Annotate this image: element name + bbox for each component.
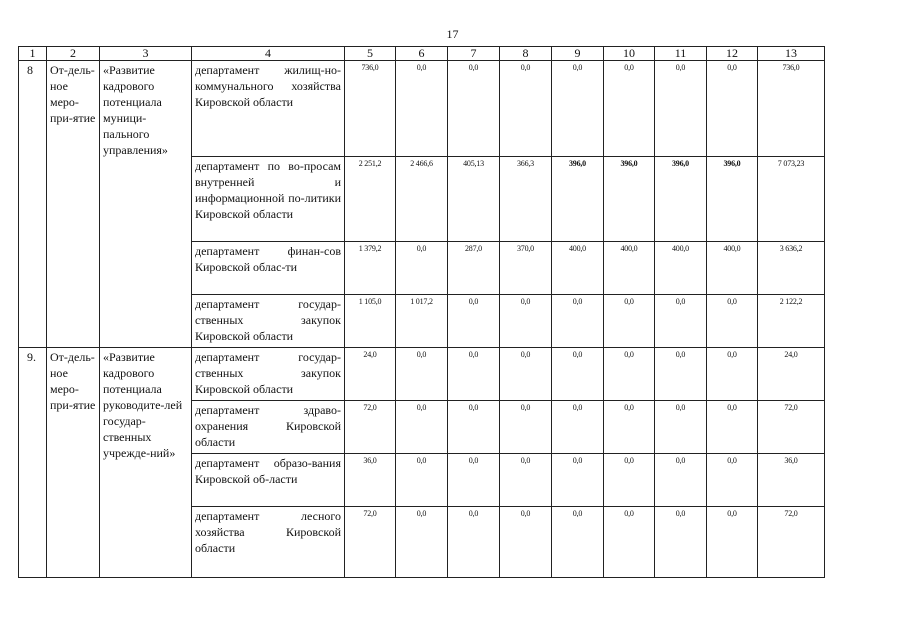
- amount-cell: 0,0: [604, 61, 655, 157]
- amount-cell: 0,0: [552, 348, 604, 401]
- column-number-9: 9: [552, 47, 604, 61]
- department-name: департамент здраво-охранения Кировской области: [192, 401, 345, 454]
- amount-cell: 0,0: [655, 401, 707, 454]
- amount-cell: 0,0: [500, 295, 552, 348]
- amount-cell: 0,0: [604, 507, 655, 578]
- amount-cell: 0,0: [604, 401, 655, 454]
- amount-cell: 2 466,6: [396, 157, 448, 242]
- column-number-2: 2: [47, 47, 100, 61]
- column-number-7: 7: [448, 47, 500, 61]
- amount-cell: 0,0: [448, 454, 500, 507]
- amount-cell: 0,0: [655, 61, 707, 157]
- department-name: департамент по во-просам внутренней и информационной по-литики Кировской области: [192, 157, 345, 242]
- department-name: департамент образо-вания Кировской об-ласти: [192, 454, 345, 507]
- amount-cell: 0,0: [500, 348, 552, 401]
- column-number-6: 6: [396, 47, 448, 61]
- amount-cell: 72,0: [758, 507, 825, 578]
- amount-cell: 0,0: [448, 295, 500, 348]
- amount-cell: 0,0: [500, 507, 552, 578]
- department-name: департамент лесного хозяйства Кировской области: [192, 507, 345, 578]
- amount-cell: 72,0: [345, 401, 396, 454]
- amount-cell: 1 105,0: [345, 295, 396, 348]
- column-number-3: 3: [100, 47, 192, 61]
- amount-cell: 0,0: [396, 401, 448, 454]
- amount-cell: 0,0: [552, 454, 604, 507]
- column-number-10: 10: [604, 47, 655, 61]
- department-name: департамент финан-сов Кировской облас-ти: [192, 242, 345, 295]
- amount-cell: 1 017,2: [396, 295, 448, 348]
- amount-cell: 0,0: [707, 401, 758, 454]
- amount-cell: 0,0: [448, 348, 500, 401]
- amount-cell: 7 073,23: [758, 157, 825, 242]
- amount-cell: 0,0: [500, 61, 552, 157]
- amount-cell: 2 122,2: [758, 295, 825, 348]
- column-number-12: 12: [707, 47, 758, 61]
- amount-cell: 0,0: [707, 61, 758, 157]
- amount-cell: 736,0: [345, 61, 396, 157]
- amount-cell: 0,0: [448, 61, 500, 157]
- column-number-5: 5: [345, 47, 396, 61]
- amount-cell: 0,0: [655, 295, 707, 348]
- amount-cell: 24,0: [758, 348, 825, 401]
- amount-cell: 3 636,2: [758, 242, 825, 295]
- amount-cell: 0,0: [655, 454, 707, 507]
- column-number-13: 13: [758, 47, 825, 61]
- column-number-8: 8: [500, 47, 552, 61]
- amount-cell: 405,13: [448, 157, 500, 242]
- amount-cell: 366,3: [500, 157, 552, 242]
- department-name: департамент жилищ-но-коммунального хозяйства Кировской области: [192, 61, 345, 157]
- amount-cell: 400,0: [707, 242, 758, 295]
- amount-cell: 36,0: [758, 454, 825, 507]
- amount-cell: 0,0: [448, 401, 500, 454]
- department-name: департамент государ-ственных закупок Кировской области: [192, 295, 345, 348]
- department-name: департамент государ-ственных закупок Кировской области: [192, 348, 345, 401]
- item-kind: От-дель-ное меро-при-ятие: [47, 61, 100, 348]
- amount-cell: 400,0: [604, 242, 655, 295]
- amount-cell: 400,0: [655, 242, 707, 295]
- amount-cell: 0,0: [396, 242, 448, 295]
- amount-cell: 0,0: [396, 454, 448, 507]
- amount-cell: 736,0: [758, 61, 825, 157]
- table-row: [19, 348, 825, 401]
- amount-cell: 0,0: [396, 61, 448, 157]
- column-number-11: 11: [655, 47, 707, 61]
- amount-cell: 0,0: [655, 507, 707, 578]
- program-name: «Развитие кадрового потенциала муници-пального управления»: [100, 61, 192, 348]
- amount-cell: 0,0: [552, 401, 604, 454]
- column-number-row: [19, 47, 825, 61]
- table-row: [19, 61, 825, 157]
- page-number: 17: [446, 27, 459, 41]
- amount-cell: 0,0: [552, 295, 604, 348]
- amount-cell: 2 251,2: [345, 157, 396, 242]
- amount-cell: 396,0: [552, 157, 604, 242]
- amount-cell: 0,0: [500, 401, 552, 454]
- amount-cell: 24,0: [345, 348, 396, 401]
- amount-cell: 396,0: [707, 157, 758, 242]
- item-kind: От-дель-ное меро-при-ятие: [47, 348, 100, 578]
- amount-cell: 287,0: [448, 242, 500, 295]
- amount-cell: 0,0: [552, 507, 604, 578]
- item-number: 9.: [19, 348, 47, 578]
- amount-cell: 0,0: [707, 295, 758, 348]
- amount-cell: 0,0: [604, 454, 655, 507]
- amount-cell: 0,0: [707, 454, 758, 507]
- amount-cell: 0,0: [604, 295, 655, 348]
- amount-cell: 0,0: [396, 507, 448, 578]
- amount-cell: 396,0: [655, 157, 707, 242]
- amount-cell: 0,0: [707, 348, 758, 401]
- amount-cell: 0,0: [604, 348, 655, 401]
- amount-cell: 72,0: [758, 401, 825, 454]
- budget-table: [18, 46, 825, 578]
- program-name: «Развитие кадрового потенциала руководите-лей государ-ственных учрежде-ний»: [100, 348, 192, 578]
- item-number: 8: [19, 61, 47, 348]
- amount-cell: 1 379,2: [345, 242, 396, 295]
- column-number-4: 4: [192, 47, 345, 61]
- amount-cell: 0,0: [655, 348, 707, 401]
- amount-cell: 0,0: [552, 61, 604, 157]
- amount-cell: 0,0: [396, 348, 448, 401]
- amount-cell: 0,0: [707, 507, 758, 578]
- amount-cell: 396,0: [604, 157, 655, 242]
- amount-cell: 0,0: [500, 454, 552, 507]
- amount-cell: 36,0: [345, 454, 396, 507]
- amount-cell: 0,0: [448, 507, 500, 578]
- amount-cell: 72,0: [345, 507, 396, 578]
- amount-cell: 400,0: [552, 242, 604, 295]
- column-number-1: 1: [19, 47, 47, 61]
- amount-cell: 370,0: [500, 242, 552, 295]
